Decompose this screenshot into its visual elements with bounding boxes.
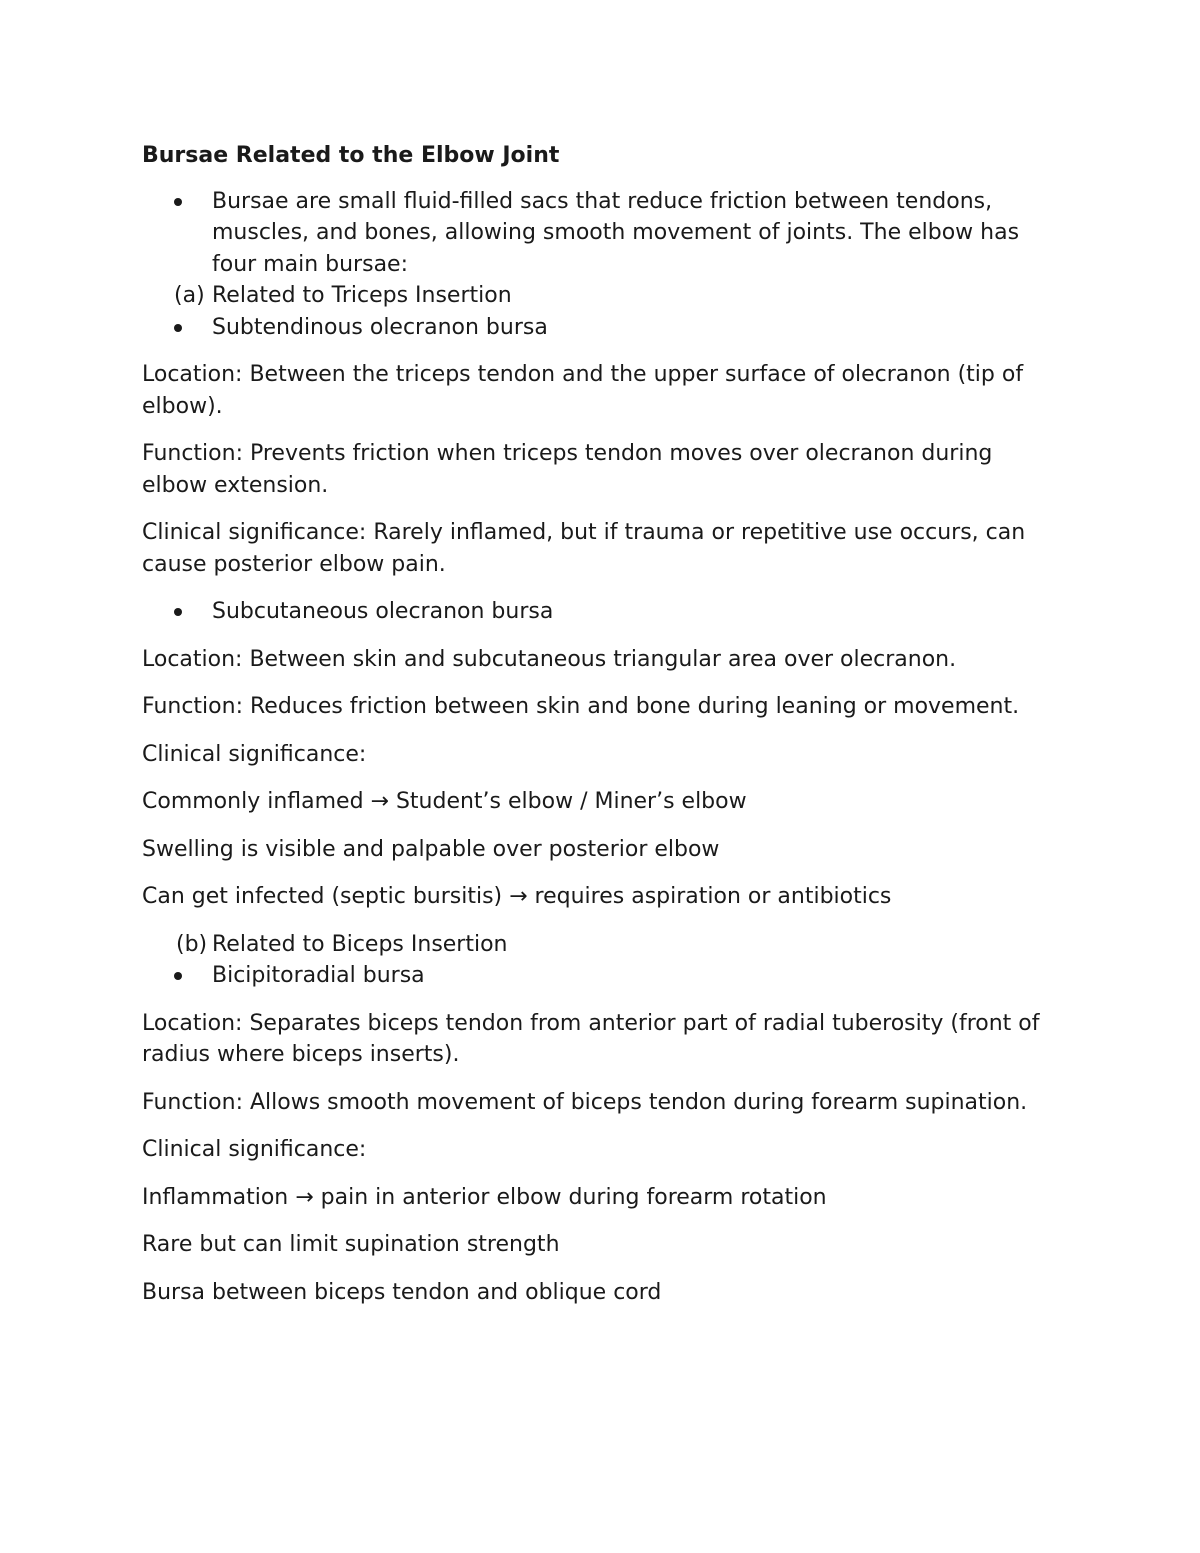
- intro-bullet: [142, 186, 1062, 281]
- function-text: Function: Allows smooth movement of biceps tendon during forearm supination.: [142, 1089, 1028, 1115]
- bursa-name: Bicipitoradial bursa: [212, 963, 425, 988]
- bullet-icon: [174, 608, 182, 616]
- section-a-marker: (a): [174, 283, 205, 308]
- bursa-subtendinous-olecranon: [142, 312, 1062, 344]
- document-title: Bursae Related to the Elbow Joint: [142, 143, 560, 168]
- bursa-bicipitoradial: [142, 960, 1062, 992]
- bursa-oblique-cord-text: Bursa between biceps tendon and oblique cord: [142, 1279, 662, 1305]
- location-text: Location: Between skin and subcutaneous triangular area over olecranon.: [142, 646, 957, 672]
- section-a-label: Related to Triceps Insertion: [212, 283, 512, 308]
- clinical-point: Swelling is visible and palpable over posterior elbow: [142, 836, 720, 862]
- bursa-name: Subcutaneous olecranon bursa: [212, 599, 554, 624]
- intro-text: Bursae are small fluid-filled sacs that reduce friction between tendons, muscles, and bones, allowing smooth movement of joints. The elbow has four main bursae:: [212, 188, 1020, 277]
- document-page: [142, 140, 1062, 1324]
- function-text: Function: Reduces friction between skin and bone during leaning or movement.: [142, 694, 1020, 719]
- section-b-marker: (b): [176, 931, 208, 957]
- bullet-icon: [174, 324, 182, 332]
- bullet-icon: [174, 198, 182, 206]
- clinical-heading: Clinical significance:: [142, 741, 367, 767]
- clinical-point: Rare but can limit supination strength: [142, 1232, 560, 1257]
- clinical-text: Clinical significance: Rarely inflamed, but if trauma or repetitive use occurs, can cause posterior elbow pain.: [142, 520, 1026, 577]
- location-text: Location: Between the triceps tendon and the upper surface of olecranon (tip of elbow).: [142, 362, 1024, 419]
- clinical-heading: Clinical significance:: [142, 1137, 367, 1162]
- bursa-name: Subtendinous olecranon bursa: [212, 314, 548, 340]
- clinical-point: Inflammation → pain in anterior elbow during forearm rotation: [142, 1184, 827, 1210]
- section-b-heading: [142, 929, 1062, 961]
- bursa-subcutaneous-olecranon: [142, 596, 1062, 628]
- function-text: Function: Prevents friction when triceps tendon moves over olecranon during elbow extension.: [142, 441, 993, 498]
- location-text: Location: Separates biceps tendon from anterior part of radial tuberosity (front of radius where biceps inserts).: [142, 1010, 1040, 1067]
- section-b-label: Related to Biceps Insertion: [212, 931, 508, 957]
- clinical-point: Commonly inflamed → Student’s elbow / Miner’s elbow: [142, 789, 747, 814]
- bullet-icon: [174, 972, 182, 980]
- section-a-heading: [142, 280, 1062, 312]
- clinical-point: Can get infected (septic bursitis) → requires aspiration or antibiotics: [142, 884, 892, 909]
